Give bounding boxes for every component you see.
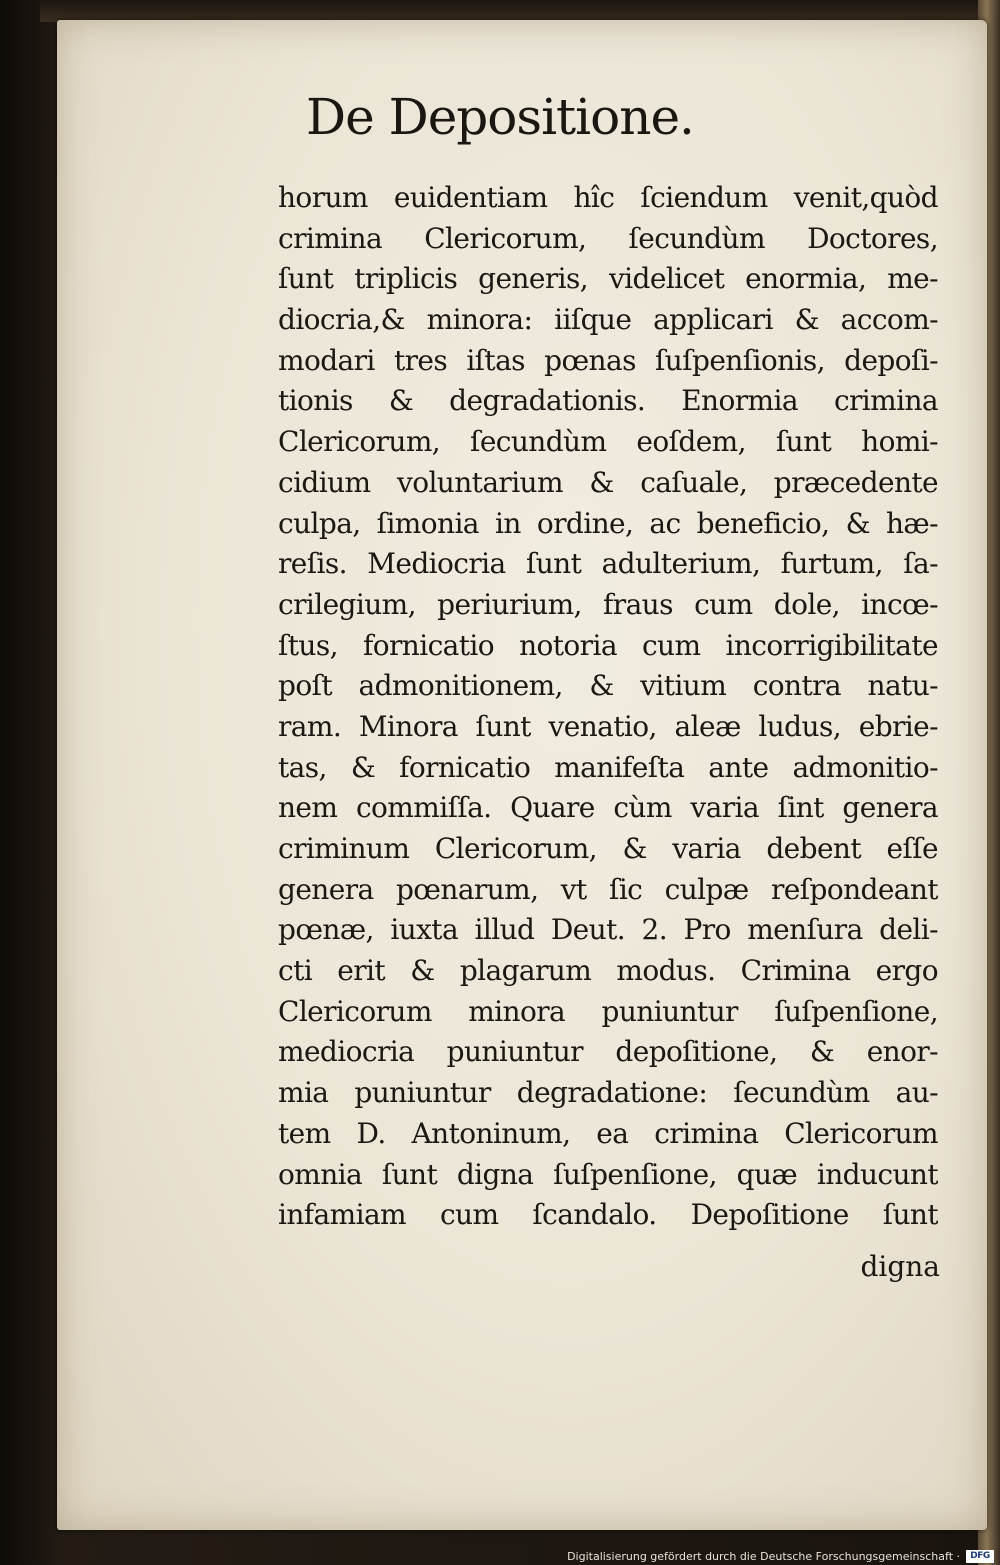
text-line: tas, & fornicatio manifeſta ante admonitio- [278, 750, 938, 784]
text-line: cti erit & plagarum modus. Crimina ergo [278, 954, 938, 988]
body-text [278, 178, 938, 1236]
text-line: infamiam cum ſcandalo. Depoſitione ſunt [278, 1198, 938, 1232]
text-line: nem commiſſa. Quare cùm varia ſint genera [278, 791, 938, 825]
text-line: mediocria puniuntur depoſitione, & enor- [278, 1035, 938, 1069]
text-line: tionis & degradationis. Enormia crimina [278, 384, 938, 418]
text-line: criminum Clericorum, & varia debent eſſe [278, 832, 938, 865]
text-line: Clericorum, ſecundùm eoſdem, ſunt homi- [278, 425, 938, 459]
catchword: digna [860, 1250, 940, 1283]
book-top-edge [40, 0, 1000, 22]
text-line: crimina Clericorum, ſecundùm Doctores, [278, 221, 938, 255]
text-line: reſis. Mediocria ſunt adulterium, furtum, ſa- [278, 547, 938, 581]
text-line: crilegium, periurium, fraus cum dole, incœ- [278, 587, 938, 621]
text-line: omnia ſunt digna ſuſpenſione, quæ inducunt [278, 1157, 938, 1191]
text-line: modari tres iſtas pœnas ſuſpenſionis, depoſi- [278, 343, 938, 377]
text-line: Clericorum minora puniuntur ſuſpenſione, [278, 994, 938, 1028]
dfg-logo: DFG [966, 1550, 994, 1563]
text-line: tem D. Antoninum, ea crimina Clericorum [278, 1116, 938, 1150]
text-line: genera pœnarum, vt ſic culpæ reſpondeant [278, 872, 938, 906]
text-line: cidium voluntarium & caſuale, præcedente [278, 465, 938, 499]
text-line: horum euidentiam hîc ſciendum venit,quòd [278, 181, 938, 214]
text-line: ſunt triplicis generis, videlicet enormia, me- [278, 262, 938, 296]
running-head: De Depositione. [306, 88, 694, 146]
text-line: mia puniuntur degradatione: ſecundùm au- [278, 1076, 938, 1110]
text-line: pœnæ, iuxta illud Deut. 2. Pro menſura deli- [278, 913, 938, 947]
text-line: poſt admonitionem, & vitium contra natu- [278, 669, 938, 703]
text-line: ram. Minora ſunt venatio, aleæ ludus, ebrie- [278, 709, 938, 743]
credit-text: Digitalisierung gefördert durch die Deutsche Forschungsgemeinschaft · [567, 1550, 960, 1563]
text-line: diocria,& minora: iiſque applicari & accom- [278, 303, 938, 337]
digitization-credit [567, 1550, 960, 1563]
text-line: ſtus, fornicatio notoria cum incorrigibilitate [278, 628, 938, 662]
text-line: culpa, ſimonia in ordine, ac beneficio, & hæ- [278, 506, 938, 540]
